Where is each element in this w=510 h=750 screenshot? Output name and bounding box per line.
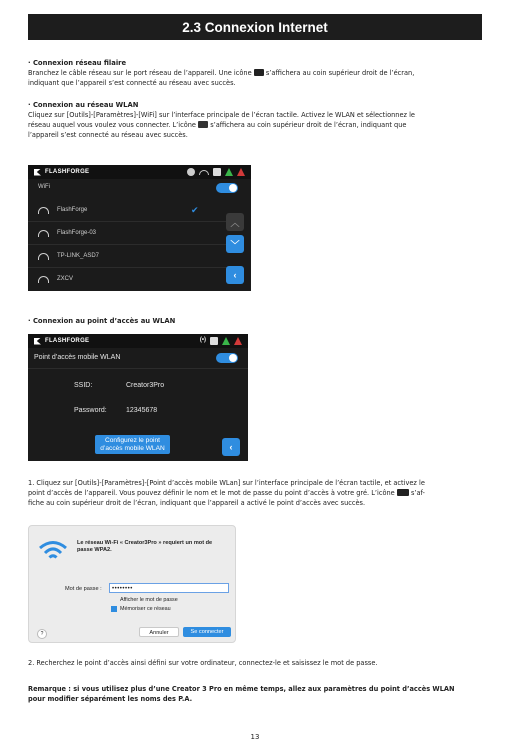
cloud-icon — [187, 168, 195, 176]
wifi-signal-icon — [38, 276, 49, 283]
wifi-signal-icon — [38, 207, 49, 214]
step1-paragraph: 1. Cliquez sur [Outils]-[Paramètres]-[Point d’accès mobile WLan] sur l’interface principale de l’écran tactile, et activez le point d’accès de l’appareil. Vous pouvez définir le nom et le mot de passe du point d’accès à votre gré. L’icône s’af- fiche au coin supérieur droit de l’écran, indiquant que l’appareil a activé le point d’accès avec succès. — [28, 479, 425, 507]
section-title-banner — [28, 14, 482, 40]
remember-network-option[interactable]: Mémoriser ce réseau — [111, 606, 171, 612]
green-status-icon — [222, 337, 230, 345]
cancel-button[interactable]: Annuler — [139, 627, 179, 637]
hotspot-settings-screenshot — [28, 334, 248, 461]
wifi-toggle[interactable] — [216, 183, 238, 193]
status-bar — [28, 334, 248, 348]
network-item[interactable]: FlashForge-03 — [28, 222, 240, 245]
red-status-icon — [237, 168, 245, 176]
network-item[interactable]: ZXCV — [28, 268, 240, 290]
back-button[interactable]: ‹ — [226, 266, 244, 284]
scroll-up-button[interactable]: ︿ — [226, 213, 244, 231]
wifi-settings-screenshot — [28, 165, 251, 291]
note-paragraph: Remarque : si vous utilisez plus d’une Creator 3 Pro en même temps, allez aux paramètres du point d’accès WLAN pour modifier séparément les noms des P.A. — [28, 685, 455, 703]
wifi-signal-icon — [38, 253, 49, 260]
show-password-option[interactable]: Afficher le mot de passe — [120, 597, 178, 603]
hotspot-icon: (•) — [199, 337, 206, 343]
wlan-section — [28, 100, 484, 140]
password-input[interactable]: •••••••• — [109, 583, 229, 593]
ssid-label: SSID: — [74, 382, 93, 389]
wifi-icon — [198, 121, 208, 128]
ap-heading: · Connexion au point d’accès au WLAN — [28, 317, 176, 325]
flashforge-logo-icon — [34, 338, 41, 345]
brand-name: FLASHFORGE — [45, 169, 90, 175]
hotspot-icon — [397, 489, 409, 496]
help-button[interactable]: ? — [37, 629, 47, 639]
network-item[interactable]: TP-LINK_ASD7 — [28, 245, 240, 268]
status-bar — [28, 165, 251, 179]
back-button[interactable]: ‹ — [222, 438, 240, 456]
brand-name: FLASHFORGE — [45, 338, 90, 344]
connect-button[interactable]: Se connecter — [183, 627, 231, 637]
network-item[interactable]: FlashForge — [28, 199, 240, 222]
configure-hotspot-button[interactable]: Configurez le point d’accès mobile WLAN — [95, 435, 170, 454]
wifi-signal-icon — [38, 230, 49, 237]
step2-paragraph: 2. Recherchez le point d’accès ainsi défini sur votre ordinateur, connectez-le et saisissez le mot de passe. — [28, 659, 378, 667]
lock-icon — [210, 337, 218, 345]
page-number: 13 — [250, 733, 260, 741]
wired-paragraph: Branchez le câble réseau sur le port réseau de l’appareil. Une icône s’affichera au coin supérieur droit de l’écran, indiquant que l’appareil s’est connecté au réseau avec succès. — [28, 69, 415, 87]
lock-icon — [213, 168, 221, 176]
status-icons — [200, 337, 242, 345]
wlan-paragraph: Cliquez sur [Outils]-[Paramètres]-[WiFi] sur l’interface principale de l’écran tactile. Activez le WLAN et sélectionnez le réseau auquel vous voulez vous connecter. L’icône s’affichera au coin supérieur droit de l’écran, indiquant que l’appareil s’est connecté au réseau avec succès. — [28, 111, 415, 139]
hotspot-title: Point d’accès mobile WLAN — [34, 354, 121, 361]
wired-heading: · Connexion réseau filaire — [28, 59, 127, 67]
scroll-down-button[interactable]: ﹀ — [226, 235, 244, 253]
password-value: 12345678 — [126, 407, 158, 414]
green-status-icon — [225, 168, 233, 176]
divider — [28, 368, 248, 369]
ap-section — [28, 316, 484, 326]
wifi-large-icon — [38, 540, 68, 562]
remember-network-checkbox[interactable] — [111, 606, 117, 612]
password-label: Password: — [74, 407, 107, 414]
status-icons — [187, 168, 245, 176]
wifi-label: WiFi — [38, 184, 50, 190]
dialog-message: Le réseau Wi-Fi « Creator3Pro » requiert un mot de passe WPA2. — [77, 540, 213, 553]
flashforge-logo-icon — [34, 169, 41, 176]
wired-section — [28, 58, 484, 88]
wifi-password-dialog — [28, 525, 236, 643]
hotspot-toggle[interactable] — [216, 353, 238, 363]
connected-check-icon: ✔ — [191, 205, 199, 215]
red-status-icon — [234, 337, 242, 345]
ethernet-icon — [254, 69, 264, 76]
section-title: 2.3 Connexion Internet — [182, 19, 328, 35]
wlan-heading: · Connexion au réseau WLAN — [28, 101, 139, 109]
password-label: Mot de passe : — [65, 586, 102, 592]
wifi-status-icon — [199, 170, 209, 175]
ssid-value: Creator3Pro — [126, 382, 165, 389]
